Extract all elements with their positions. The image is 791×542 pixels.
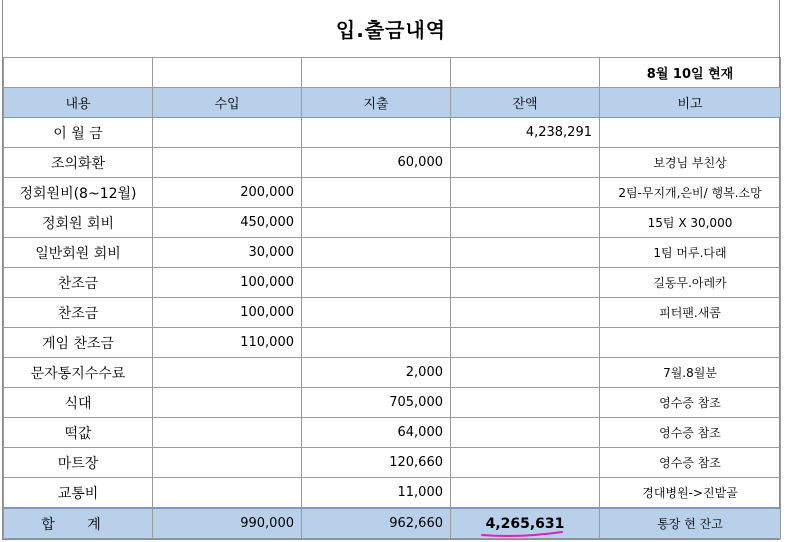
row-note-cell[interactable] (600, 328, 781, 358)
row-income-cell[interactable] (153, 478, 302, 509)
ledger-table (3, 57, 781, 539)
header-note[interactable]: 비고 (600, 88, 781, 118)
row-note-cell[interactable]: 보경님 부친상 (600, 148, 781, 178)
total-income-cell[interactable]: 990,000 (153, 508, 302, 539)
row-expense-cell[interactable] (302, 298, 451, 328)
row-item-cell[interactable]: 찬조금 (4, 298, 153, 328)
empty-cell[interactable] (153, 57, 302, 88)
row-note-cell[interactable]: 7월.8월분 (600, 358, 781, 388)
row-item-cell[interactable]: 찬조금 (4, 268, 153, 298)
page-title: 입.출금내역 (3, 0, 779, 58)
table-row (4, 238, 781, 268)
row-expense-cell[interactable]: 60,000 (302, 148, 451, 178)
row-expense-cell[interactable] (302, 328, 451, 358)
row-item-cell[interactable]: 정회원비(8~12월) (4, 178, 153, 208)
highlight-underline (480, 530, 564, 539)
table-row (4, 208, 781, 238)
row-balance-cell[interactable] (451, 178, 600, 208)
row-item-cell[interactable]: 일반회원 회비 (4, 238, 153, 268)
row-balance-cell[interactable] (451, 418, 600, 448)
row-expense-cell[interactable]: 64,000 (302, 418, 451, 448)
row-balance-cell[interactable] (451, 388, 600, 418)
table-row (4, 358, 781, 388)
row-expense-cell[interactable] (302, 178, 451, 208)
row-balance-cell[interactable] (451, 148, 600, 178)
header-item[interactable]: 내용 (4, 88, 153, 118)
table-row (4, 328, 781, 358)
empty-cell[interactable] (451, 57, 600, 88)
row-note-cell[interactable]: 2팀-무지개,은비/ 행복.소망 (600, 178, 781, 208)
row-item-cell[interactable]: 이 월 금 (4, 118, 153, 148)
row-expense-cell[interactable]: 11,000 (302, 478, 451, 509)
row-note-cell[interactable]: 영수증 참조 (600, 448, 781, 478)
row-balance-cell[interactable] (451, 448, 600, 478)
row-note-cell[interactable] (600, 118, 781, 148)
row-note-cell[interactable]: 15팀 X 30,000 (600, 208, 781, 238)
row-balance-cell[interactable]: 4,238,291 (451, 118, 600, 148)
row-item-cell[interactable]: 조의화환 (4, 148, 153, 178)
row-balance-cell[interactable] (451, 208, 600, 238)
row-income-cell[interactable] (153, 118, 302, 148)
table-row (4, 268, 781, 298)
total-balance-cell[interactable] (451, 508, 600, 539)
empty-cell[interactable] (4, 57, 153, 88)
table-row (4, 478, 781, 509)
row-balance-cell[interactable] (451, 268, 600, 298)
row-income-cell[interactable]: 110,000 (153, 328, 302, 358)
spreadsheet (2, 0, 780, 540)
row-expense-cell[interactable]: 2,000 (302, 358, 451, 388)
row-income-cell[interactable]: 450,000 (153, 208, 302, 238)
row-item-cell[interactable]: 식대 (4, 388, 153, 418)
table-row (4, 418, 781, 448)
row-income-cell[interactable] (153, 448, 302, 478)
date-row (4, 57, 781, 88)
header-row (4, 88, 781, 118)
row-balance-cell[interactable] (451, 238, 600, 268)
row-expense-cell[interactable]: 120,660 (302, 448, 451, 478)
row-note-cell[interactable]: 길동무.아레카 (600, 268, 781, 298)
table-row (4, 178, 781, 208)
header-balance[interactable]: 잔액 (451, 88, 600, 118)
row-balance-cell[interactable] (451, 478, 600, 509)
row-income-cell[interactable]: 100,000 (153, 298, 302, 328)
as-of-date[interactable]: 8월 10일 현재 (600, 57, 781, 88)
row-income-cell[interactable] (153, 388, 302, 418)
row-item-cell[interactable]: 교통비 (4, 478, 153, 509)
row-item-cell[interactable]: 떡값 (4, 418, 153, 448)
total-item-cell[interactable]: 합 계 (4, 508, 153, 539)
row-expense-cell[interactable] (302, 268, 451, 298)
row-income-cell[interactable] (153, 148, 302, 178)
row-balance-cell[interactable] (451, 328, 600, 358)
row-balance-cell[interactable] (451, 358, 600, 388)
row-expense-cell[interactable] (302, 208, 451, 238)
row-income-cell[interactable] (153, 418, 302, 448)
total-note-cell[interactable]: 통장 현 잔고 (600, 508, 781, 539)
row-income-cell[interactable] (153, 358, 302, 388)
table-row (4, 118, 781, 148)
row-note-cell[interactable]: 영수증 참조 (600, 418, 781, 448)
row-income-cell[interactable]: 30,000 (153, 238, 302, 268)
final-balance-text: 4,265,631 (485, 515, 565, 532)
row-income-cell[interactable]: 100,000 (153, 268, 302, 298)
table-row (4, 298, 781, 328)
row-expense-cell[interactable] (302, 238, 451, 268)
total-row (4, 508, 781, 539)
table-row (4, 448, 781, 478)
empty-cell[interactable] (302, 57, 451, 88)
final-balance-value (486, 516, 565, 532)
header-expense[interactable]: 지출 (302, 88, 451, 118)
row-expense-cell[interactable]: 705,000 (302, 388, 451, 418)
row-note-cell[interactable]: 1팀 머루.다래 (600, 238, 781, 268)
row-item-cell[interactable]: 정회원 회비 (4, 208, 153, 238)
row-expense-cell[interactable] (302, 118, 451, 148)
row-note-cell[interactable]: 영수증 참조 (600, 388, 781, 418)
total-expense-cell[interactable]: 962,660 (302, 508, 451, 539)
table-row (4, 388, 781, 418)
row-note-cell[interactable]: 경대병원->진밭골 (600, 478, 781, 509)
row-item-cell[interactable]: 문자통지수수료 (4, 358, 153, 388)
row-item-cell[interactable]: 게임 찬조금 (4, 328, 153, 358)
row-item-cell[interactable]: 마트장 (4, 448, 153, 478)
table-row (4, 148, 781, 178)
header-income[interactable]: 수입 (153, 88, 302, 118)
row-income-cell[interactable]: 200,000 (153, 178, 302, 208)
row-note-cell[interactable]: 피터팬.새콤 (600, 298, 781, 328)
row-balance-cell[interactable] (451, 298, 600, 328)
